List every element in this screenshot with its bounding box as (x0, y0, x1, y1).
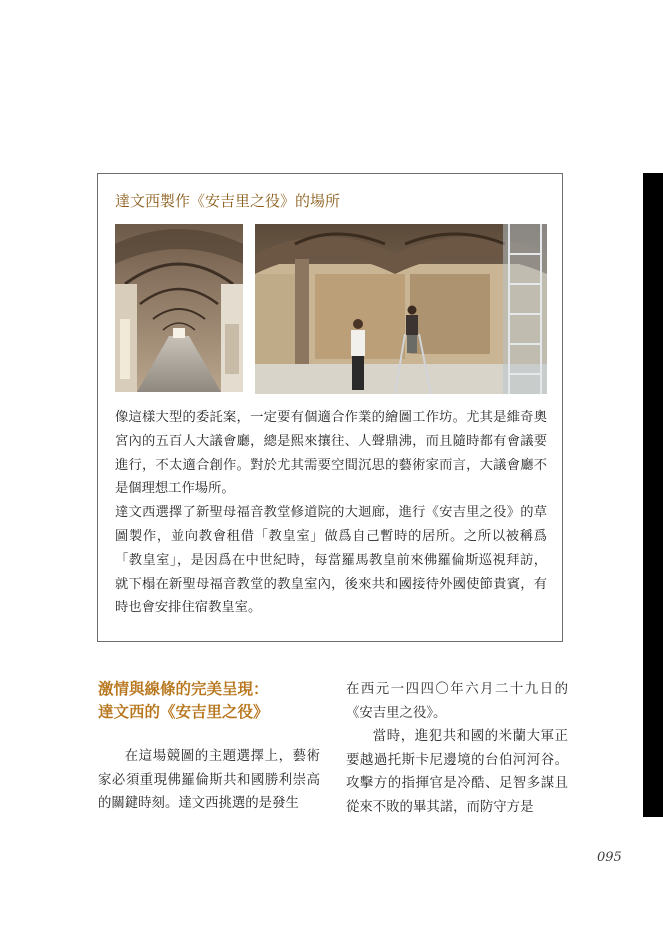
body-paragraph: 在這場競圖的主題選擇上，藝術家必須重現佛羅倫斯共和國勝利崇高的關鍵時刻。達文西挑選的是發生 (98, 749, 320, 811)
fresco-restoration-photo (255, 224, 547, 394)
section-heading (98, 678, 328, 724)
section-heading-line: 激情與線條的完美呈現： (98, 680, 269, 698)
body-paragraph-continued: 在西元一四四〇年六月二十九日的《安吉里之役》。 (346, 682, 568, 721)
right-column (346, 678, 568, 819)
body-paragraph: 當時，進犯共和國的米蘭大軍正要越過托斯卡尼邊境的台伯河河谷。攻擊方的指揮官是冷酷、足智多謀且從來不敗的畢其諾，而防守方是 (346, 729, 568, 815)
thumb-index-tab (643, 173, 663, 817)
page-number: 095 (597, 850, 622, 865)
sidebar-title: 達文西製作《安吉里之役》的場所 (115, 192, 341, 210)
sidebar-paragraph: 像這樣大型的委託案，一定要有個適合作業的繪圖工作坊。尤其是維奇奧宮內的五百人大議會廳，總是熙來攘往、人聲鼎沸，而且隨時都有會議要進行，不太適合創作。對於尤其需要空間沉思的藝術家而言，大議會廳不是個理想工作場所。 (115, 410, 547, 497)
sidebar-paragraph: 達文西選擇了新聖母福音教堂修道院的大迴廊，進行《安吉里之役》的草圖製作，並向教會租借「教皇室」做爲自己暫時的居所。之所以被稱爲「教皇室」，是因爲在中世紀時，每當羅馬教皇前來佛羅倫斯巡視拜訪，就下榻在新聖母福音教堂的教皇室內，後來共和國接待外國使節貴賓，有時也會安排住宿教皇室。 (115, 505, 547, 616)
section-heading-line: 達文西的《安吉里之役》 (98, 703, 269, 721)
cloister-corridor-photo (115, 224, 243, 392)
sidebar-body (115, 406, 547, 620)
sidebar-box (97, 173, 563, 642)
left-column (98, 745, 320, 816)
